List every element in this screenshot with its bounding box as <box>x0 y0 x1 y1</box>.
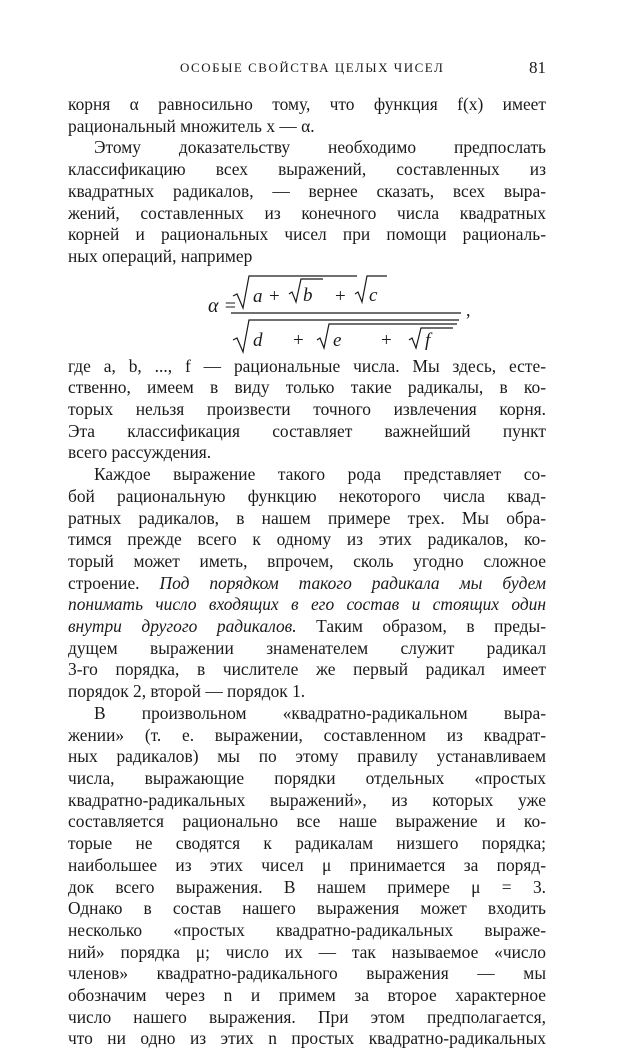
text-line: Эта классификация составляет важнейший пункт <box>68 420 546 441</box>
text-line: классификацию всех выражений, составленных из <box>68 159 546 180</box>
paragraph-2 <box>68 137 546 267</box>
text-line: жений, составленных из конечного числа квадратных <box>68 202 546 223</box>
text-line: членов» квадратно-радикального выражения — мы <box>68 963 546 984</box>
italic-definition: понимать число входящих в его состав и стоящих один <box>68 594 546 615</box>
text-line: тимся прежде всего к одному из этих радикалов, ко- <box>68 529 546 550</box>
text-line <box>68 616 546 638</box>
text-line: наибольшее из этих чисел μ принимается за поряд- <box>68 854 546 875</box>
var-c: c <box>369 284 378 306</box>
text-line: рациональный множитель x — α. <box>68 115 315 136</box>
body-text <box>68 94 546 1050</box>
text-line: ных операций, например <box>68 245 253 266</box>
text-line: торых нельзя произвести точного извлечения корня. <box>68 399 546 420</box>
plus-sign: + <box>381 329 392 351</box>
text-line: Этому доказательству необходимо предпослать <box>94 137 546 158</box>
text-line: обозначим через n и примем за второе характерное <box>68 985 546 1006</box>
italic-definition: Под порядком такого радикала мы будем <box>159 572 546 593</box>
text-line: В произвольном «квадратно-радикальном выра- <box>94 702 546 723</box>
paragraph-5 <box>68 703 546 1050</box>
italic-definition: внутри другого радикалов. <box>68 616 297 637</box>
text-line: корней и рациональных чисел при помощи рациональ- <box>68 224 546 245</box>
text-line: Каждое выражение такого рода представляет со- <box>94 464 546 485</box>
text-line: ных радикалов) мы по этому правилу устанавливаем <box>68 746 546 767</box>
paragraph-3 <box>68 356 546 465</box>
var-e: e <box>333 329 342 351</box>
plus-sign: + <box>293 329 304 351</box>
text-line: что ни одно из этих n простых квадратно-радикальных <box>68 1028 546 1049</box>
page-number: 81 <box>529 58 546 77</box>
page-header <box>68 58 546 82</box>
text-line: составляется рационально все наше выражение и ко- <box>68 811 546 832</box>
paragraph-1 <box>68 94 546 137</box>
plain-text: строение. <box>68 572 140 593</box>
text-line: ственно, имеем в виду только такие радикалы, в ко- <box>68 377 546 398</box>
text-line: торые не сводятся к радикалам низшего порядка; <box>68 833 546 854</box>
plain-text: Таким образом, в преды- <box>316 616 547 637</box>
text-line: бой рациональную функцию некоторого числа квад- <box>68 485 546 506</box>
text-line: торый может иметь, впрочем, сколь угодно сложное <box>68 550 546 571</box>
formula-lhs: α = <box>208 294 237 317</box>
text-line: 3-го порядка, в числителе же первый радикал имеет <box>68 659 546 680</box>
formula-comma: , <box>466 299 471 320</box>
paragraph-4 <box>68 464 546 703</box>
text-line: дущем выражении знаменателем служит радикал <box>68 637 546 658</box>
text-line: квадратно-радикальных выражений», из которых уже <box>68 789 546 810</box>
text-line <box>68 573 546 595</box>
text-line: квадратных радикалов, — вернее сказать, всех выра- <box>68 180 546 201</box>
text-line: числа, выражающие порядки отдельных «простых <box>68 767 546 788</box>
var-a: a <box>253 285 263 307</box>
text-line: корня α равносильно тому, что функция f(x) имеет <box>68 94 546 114</box>
running-title: ОСОБЫЕ СВОЙСТВА ЦЕЛЫХ ЧИСЕЛ <box>180 60 445 75</box>
plus-sign: + <box>269 285 280 307</box>
text-line: порядок 2, второй — порядок 1. <box>68 681 306 702</box>
var-f: f <box>425 329 431 351</box>
var-d: d <box>253 329 263 351</box>
text-line: всего рассуждения. <box>68 442 212 463</box>
var-b: b <box>303 284 313 306</box>
text-line: Однако в состав нашего выражения может входить <box>68 898 546 919</box>
text-line: жении» (т. е. выражении, составленном из квадрат- <box>68 724 546 745</box>
text-line <box>68 594 546 616</box>
formula-fraction <box>231 270 463 356</box>
text-line: ний» порядка μ; число их — так называемое «число <box>68 941 546 962</box>
text-line: где a, b, ..., f — рациональные числа. Мы здесь, есте- <box>68 355 546 376</box>
radical-formula <box>68 270 546 356</box>
radical-sign <box>409 328 453 348</box>
text-line: ратных радикалов, в нашем примере трех. Мы обра- <box>68 507 546 528</box>
plus-sign: + <box>335 285 346 307</box>
text-line: несколько «простых квадратно-радикальных выраже- <box>68 919 546 940</box>
text-line: число нашего выражения. При этом предполагается, <box>68 1006 546 1027</box>
text-line: док всего выражения. В нашем примере μ = 3. <box>68 876 546 897</box>
